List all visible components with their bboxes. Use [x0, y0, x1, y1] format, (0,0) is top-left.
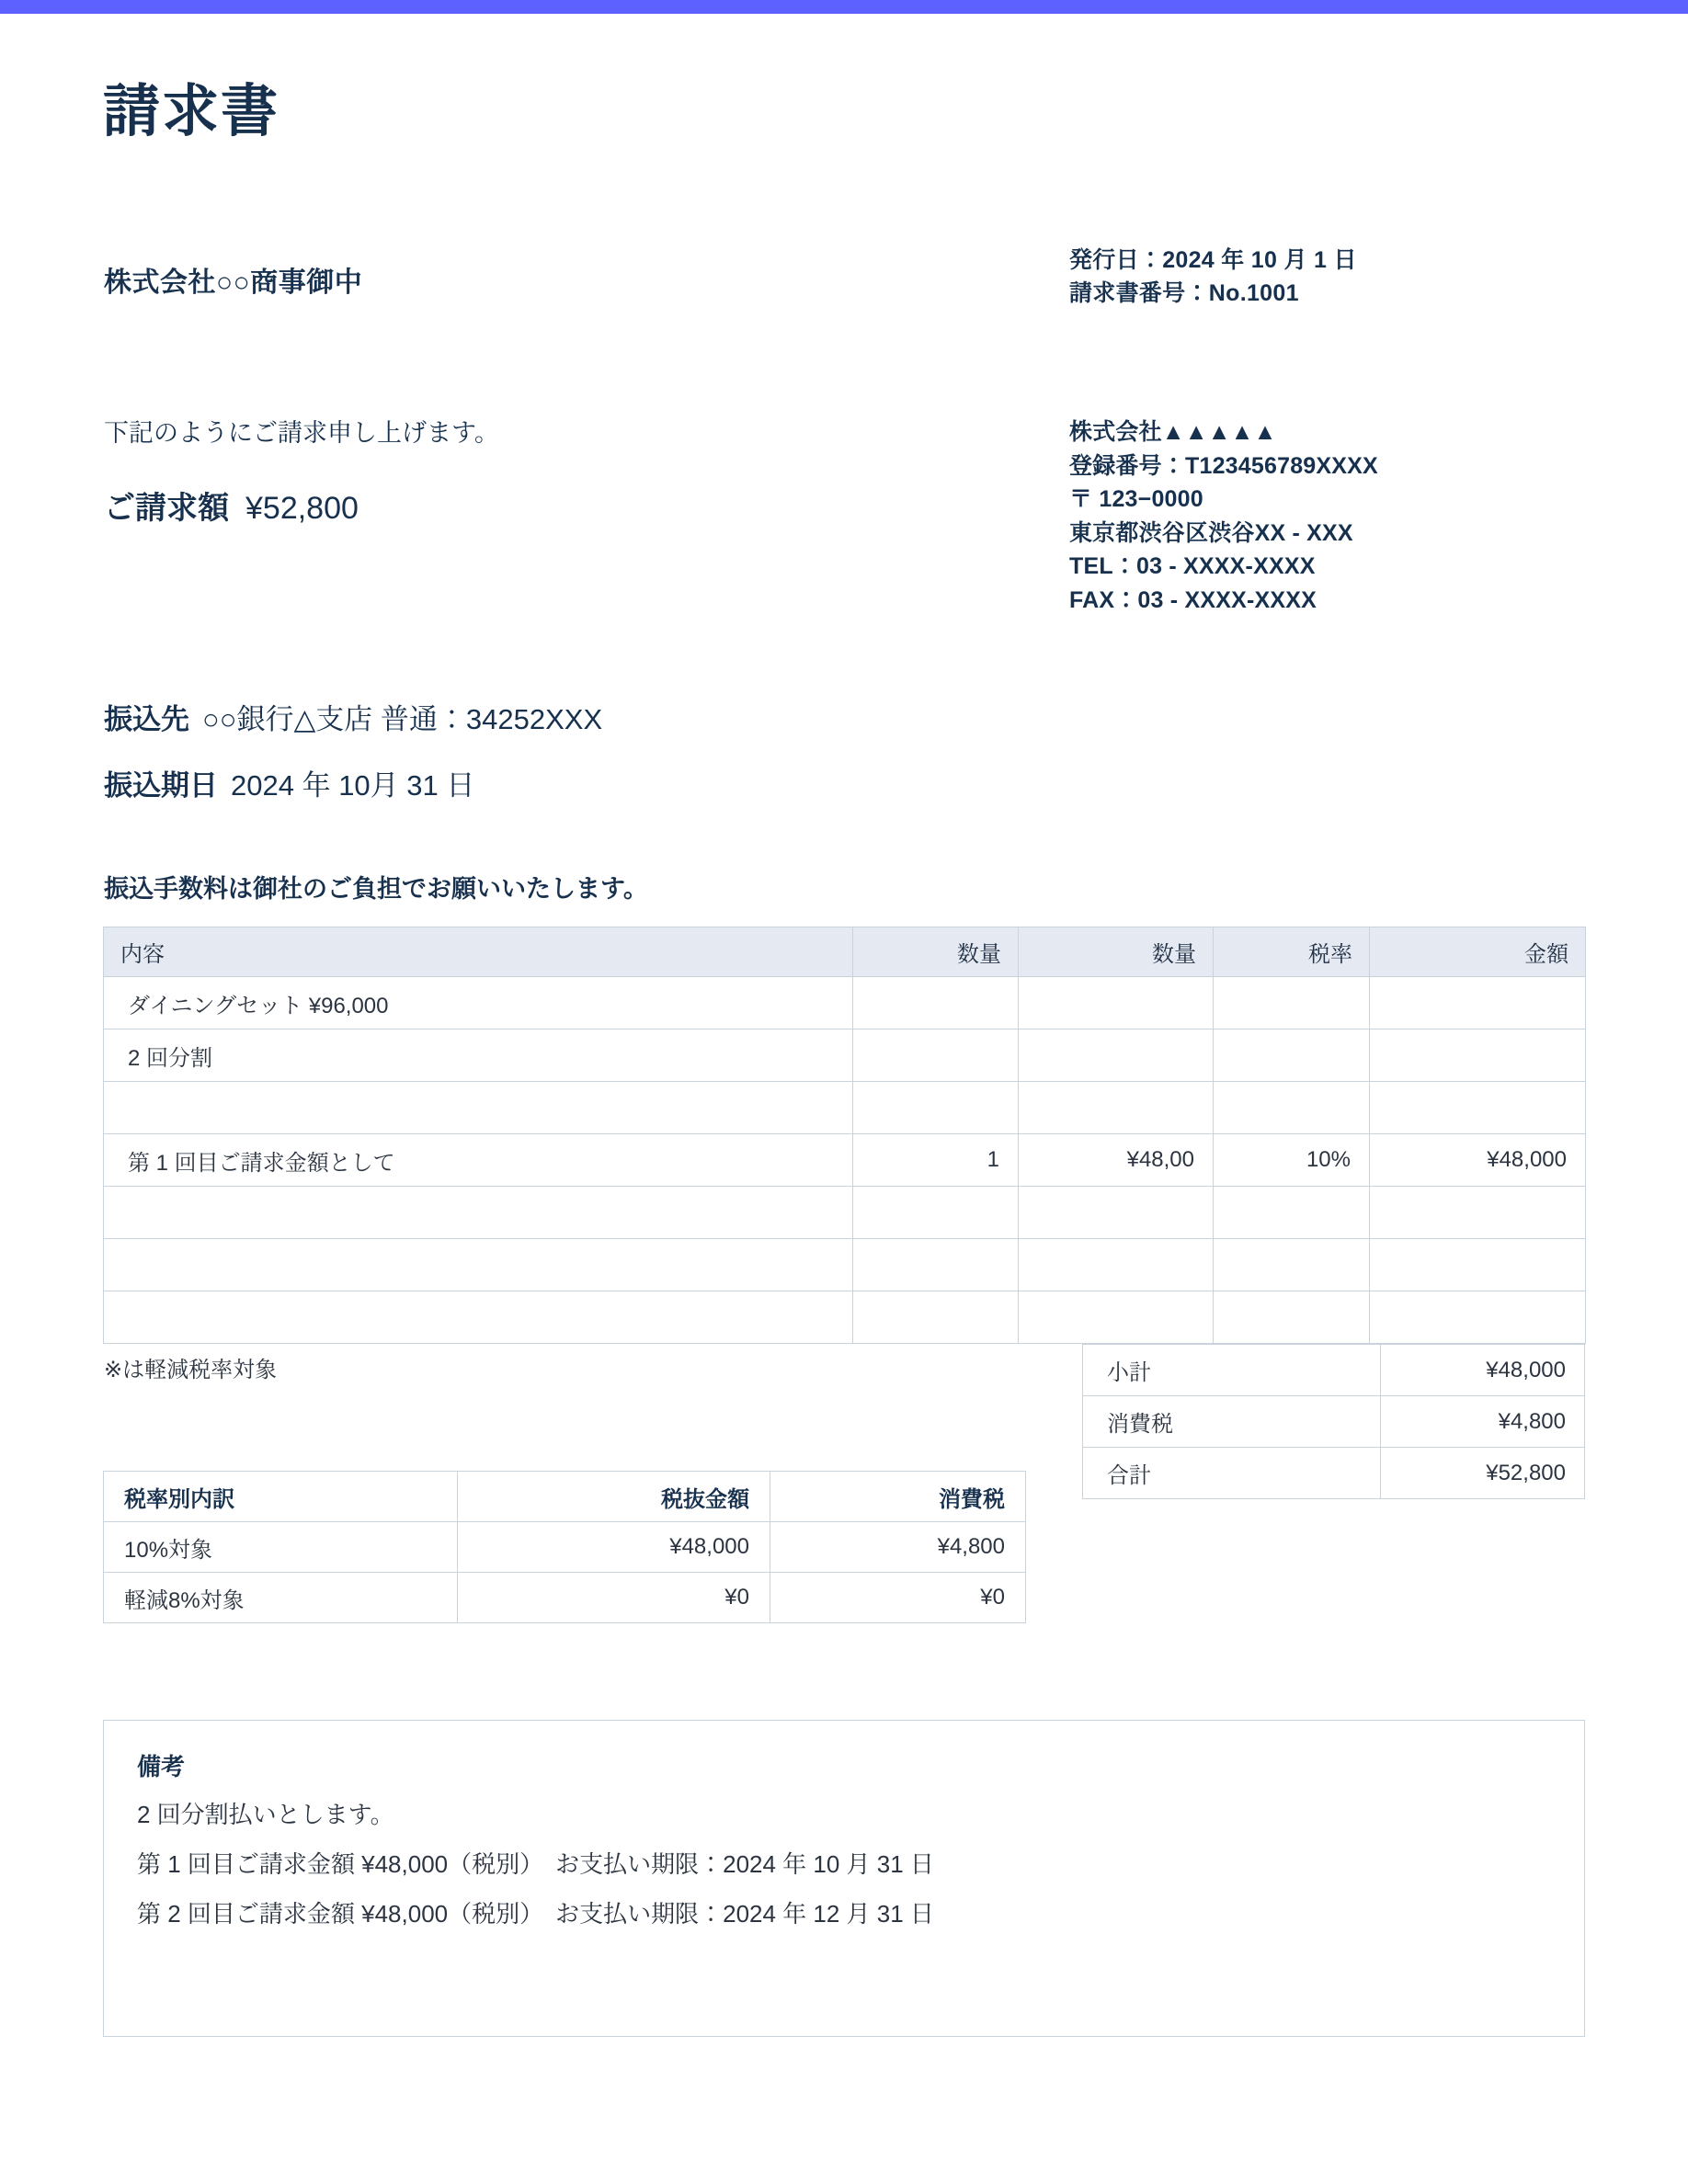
invoice-page: [0, 14, 1688, 2184]
bank-destination-label: 振込先: [104, 703, 189, 735]
items-table-header-row: [104, 927, 1586, 977]
item-unit-price: ¥48,00: [1019, 1134, 1214, 1187]
tax-breakdown-table: [103, 1471, 1026, 1623]
table-row: [104, 977, 1586, 1029]
table-row: [104, 1239, 1586, 1291]
tax-col-breakdown: 税率別内訳: [104, 1472, 458, 1522]
remarks-box: [103, 1720, 1585, 2037]
items-col-unit-price: 数量: [1019, 927, 1214, 977]
item-description: ダイニングセット ¥96,000: [104, 977, 853, 1029]
issue-meta-block: [1069, 244, 1357, 311]
issuer-tel: TEL：03 - XXXX-XXXX: [1069, 553, 1316, 579]
summary-total-value: ¥52,800: [1381, 1448, 1585, 1499]
item-quantity: [853, 1082, 1019, 1134]
item-description: [104, 1291, 853, 1344]
table-row: [104, 1029, 1586, 1082]
bank-due-value: 2024 年 10月 31 日: [231, 769, 475, 802]
item-unit-price: [1019, 977, 1214, 1029]
bank-due-label: 振込期日: [104, 769, 218, 802]
tax-col-consumption-tax: 消費税: [770, 1472, 1026, 1522]
issuer-registration-number: 登録番号：T123456789XXXX: [1069, 452, 1378, 479]
table-row: [104, 1082, 1586, 1134]
tax-row-tax-amount: ¥4,800: [770, 1522, 1026, 1573]
tax-breakdown-header-row: [104, 1472, 1026, 1522]
item-amount: ¥48,000: [1370, 1134, 1586, 1187]
items-col-description: 内容: [104, 927, 853, 977]
item-description: 第 1 回目ご請求金額として: [104, 1134, 853, 1187]
summary-subtotal-value: ¥48,000: [1381, 1345, 1585, 1396]
item-description: [104, 1187, 853, 1239]
item-description: 2 回分割: [104, 1029, 853, 1082]
table-row: [104, 1134, 1586, 1187]
table-row: [104, 1291, 1586, 1344]
item-tax-rate: 10%: [1214, 1134, 1370, 1187]
issuer-postal-code: 〒 123−0000: [1069, 486, 1203, 512]
item-unit-price: [1019, 1239, 1214, 1291]
invoice-number: 請求書番号：No.1001: [1069, 280, 1299, 307]
summary-total-label: 合計: [1083, 1448, 1381, 1499]
item-amount: [1370, 1187, 1586, 1239]
recipient-name: 株式会社○○商事御中: [104, 267, 363, 298]
reduced-rate-note: ※は軽減税率対象: [104, 1358, 278, 1382]
items-col-tax-rate: 税率: [1214, 927, 1370, 977]
billed-amount-label: ご請求額: [104, 491, 229, 526]
billed-amount-value: ¥52,800: [245, 491, 359, 526]
item-quantity: [853, 977, 1019, 1029]
item-amount: [1370, 977, 1586, 1029]
bank-destination-value: ○○銀行△支店 普通：34252XXX: [202, 703, 603, 735]
item-unit-price: [1019, 1082, 1214, 1134]
item-amount: [1370, 1082, 1586, 1134]
item-quantity: 1: [853, 1134, 1019, 1187]
accent-top-bar: [0, 0, 1688, 14]
page-title: 請求書: [103, 80, 280, 143]
item-quantity: [853, 1187, 1019, 1239]
item-amount: [1370, 1029, 1586, 1082]
tax-row-tax-amount: ¥0: [770, 1573, 1026, 1623]
items-col-amount: 金額: [1370, 927, 1586, 977]
issuer-company: 株式会社▲▲▲▲▲: [1069, 419, 1277, 445]
item-tax-rate: [1214, 977, 1370, 1029]
table-row: [104, 1522, 1026, 1573]
billed-amount: [104, 483, 359, 528]
item-tax-rate: [1214, 1082, 1370, 1134]
summary-tax-value: ¥4,800: [1381, 1396, 1585, 1448]
summary-subtotal-label: 小計: [1083, 1345, 1381, 1396]
bank-due-row: [104, 762, 474, 803]
item-tax-rate: [1214, 1029, 1370, 1082]
issue-date: 発行日：2024 年 10 月 1 日: [1069, 247, 1357, 273]
item-description: [104, 1082, 853, 1134]
item-description: [104, 1239, 853, 1291]
summary-row-total: [1083, 1448, 1585, 1499]
issuer-fax: FAX：03 - XXXX-XXXX: [1069, 586, 1317, 613]
summary-table: [1082, 1344, 1585, 1499]
item-quantity: [853, 1029, 1019, 1082]
tax-row-label: 軽減8%対象: [104, 1573, 458, 1623]
tax-row-excl-amount: ¥48,000: [458, 1522, 770, 1573]
items-table: [103, 927, 1586, 1344]
item-tax-rate: [1214, 1239, 1370, 1291]
bank-destination-row: [104, 696, 602, 737]
summary-tax-label: 消費税: [1083, 1396, 1381, 1448]
table-row: [104, 1573, 1026, 1623]
remarks-line: 第 2 回目ご請求金額 ¥48,000（税別） お支払い期限：2024 年 12 月 31 日: [137, 1900, 934, 1928]
remarks-line: 第 1 回目ご請求金額 ¥48,000（税別） お支払い期限：2024 年 10 月 31 日: [137, 1850, 934, 1878]
item-tax-rate: [1214, 1291, 1370, 1344]
summary-row-subtotal: [1083, 1345, 1585, 1396]
summary-row-tax: [1083, 1396, 1585, 1448]
transfer-fee-note: 振込手数料は御社のご負担でお願いいたします。: [104, 875, 648, 903]
issuer-block: [1069, 415, 1378, 617]
remarks-line: 2 回分割払いとします。: [137, 1801, 394, 1828]
item-unit-price: [1019, 1187, 1214, 1239]
item-tax-rate: [1214, 1187, 1370, 1239]
item-unit-price: [1019, 1029, 1214, 1082]
remarks-title: 備考: [137, 1753, 186, 1780]
table-row: [104, 1187, 1586, 1239]
tax-row-label: 10%対象: [104, 1522, 458, 1573]
item-unit-price: [1019, 1291, 1214, 1344]
tax-col-excl-amount: 税抜金額: [458, 1472, 770, 1522]
item-amount: [1370, 1239, 1586, 1291]
issuer-address: 東京都渋谷区渋谷XX - XXX: [1069, 519, 1353, 546]
items-col-quantity: 数量: [853, 927, 1019, 977]
tax-row-excl-amount: ¥0: [458, 1573, 770, 1623]
item-quantity: [853, 1291, 1019, 1344]
intro-text: 下記のようにご請求申し上げます。: [104, 419, 499, 447]
item-quantity: [853, 1239, 1019, 1291]
item-amount: [1370, 1291, 1586, 1344]
